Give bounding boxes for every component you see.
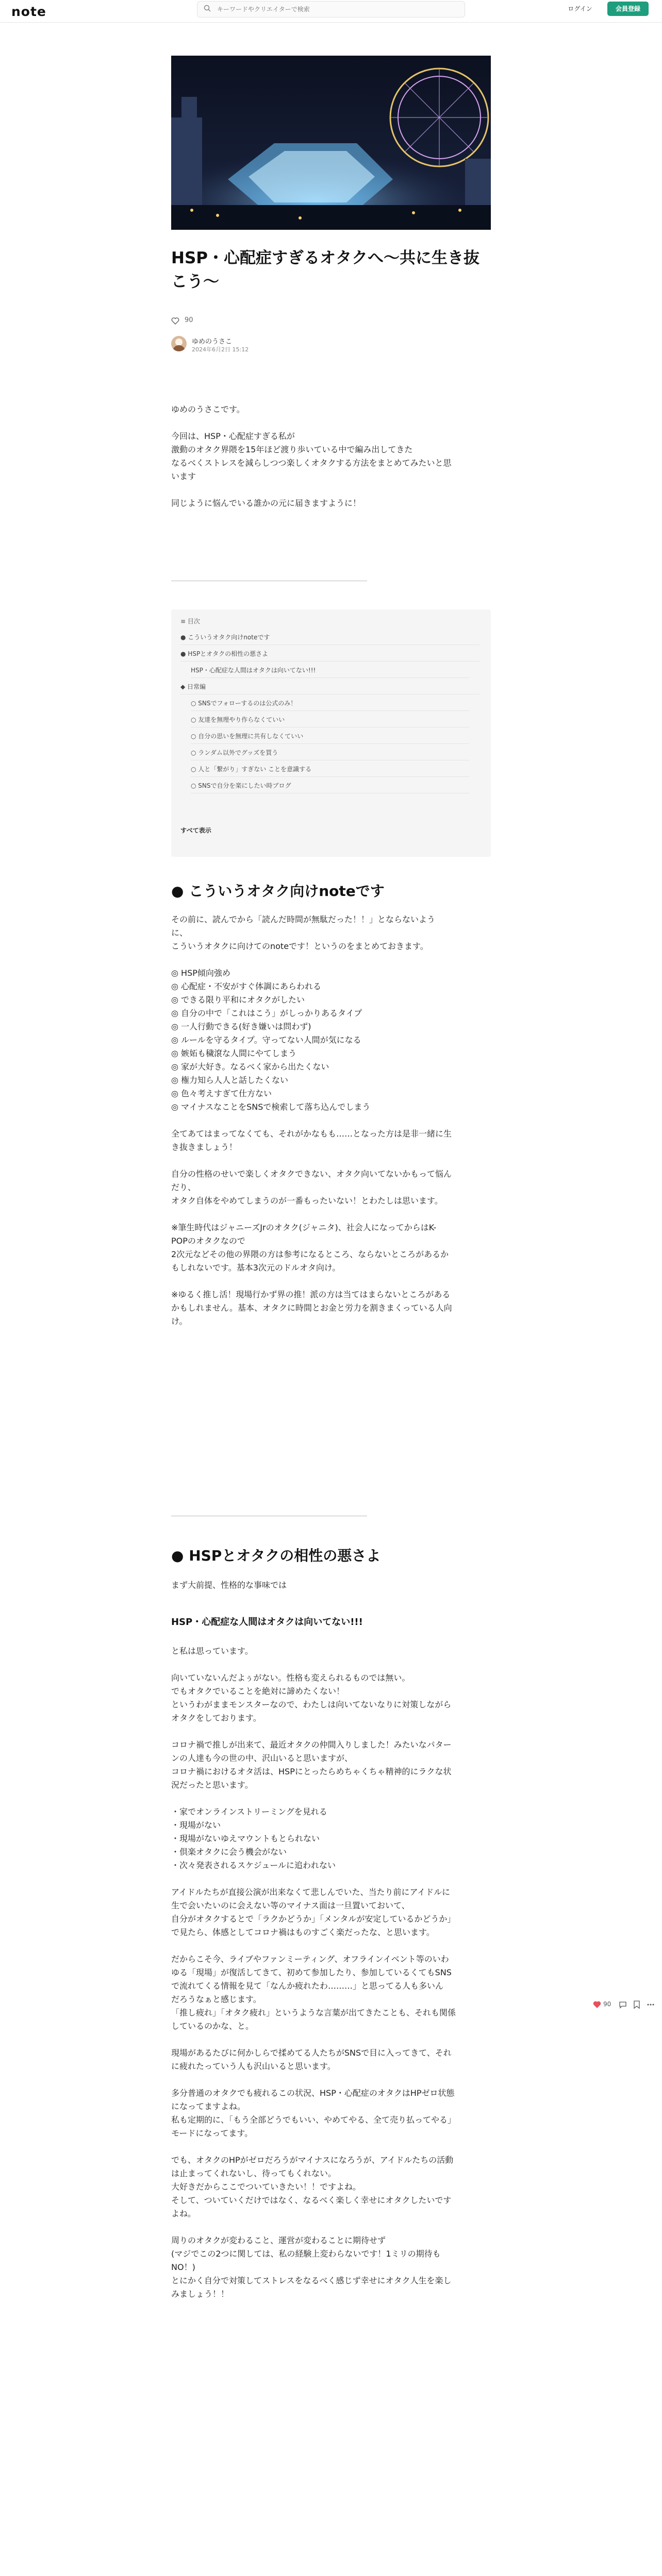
paragraph-line	[171, 2073, 491, 2087]
paragraph-line: ◎ マイナスなことをSNSで検索して落ち込んでしまう	[171, 1102, 371, 1112]
paragraph-line: とにかく自分で対策してストレスをなるべく感じず幸せにオタク人生を楽し	[171, 2276, 452, 2285]
note-logo[interactable]: note	[11, 4, 46, 19]
toc-show-all-button[interactable]: すべて表示	[180, 827, 211, 834]
paragraph-line: 自分がオタクするとで「ラクかどうか」「メンタルが安定しているかどうか」	[171, 1914, 456, 1924]
hero-image	[171, 56, 491, 230]
paragraph-line	[171, 1872, 491, 1886]
like-count: 90	[185, 316, 193, 324]
paragraph-line: その前に、読んでから「読んだ時間が無駄だった！！」とならないよう	[171, 914, 436, 924]
paragraph-line: 全てあてはまってなくても、それがかなもも……となった方は是非一緒に生	[171, 1129, 452, 1139]
avatar[interactable]	[171, 336, 187, 351]
paragraph-line: コロナ禍におけるオタ活は、HSPにとったらめちゃくちゃ精神的にラクな状	[171, 1767, 452, 1776]
paragraph-line: ンの人達も今の世の中、沢山いると思いますが、	[171, 1753, 353, 1763]
paragraph-line: オタク自体をやめてしまうのが一番もったいない！とわたしは思います。	[171, 1196, 443, 1206]
search-box[interactable]	[197, 1, 465, 18]
more-icon[interactable]	[647, 2001, 655, 2009]
search-icon	[204, 5, 211, 12]
paragraph-line: ◎ 色々考えすぎて仕方ない	[171, 1089, 272, 1098]
paragraph-line: 2次元などその他の界隈の方は参考になるところ、ならないところがあるか	[171, 1249, 449, 1259]
paragraph-line: 況だったと思います。	[171, 1780, 253, 1790]
paragraph-line: 周りのオタクが変わること、運営が変わることに期待せず	[171, 2235, 386, 2245]
toc-title: ≡ 目次	[180, 618, 200, 625]
paragraph-line: オタクをしております。	[171, 1713, 261, 1723]
paragraph-line: モードになってます。	[171, 2128, 253, 2138]
paragraph-line: ◎ 嫉妬も穢滾な人間にやてしまう	[171, 1048, 297, 1058]
toc-item[interactable]: ○ ランダム以外でグッズを買う	[191, 748, 469, 760]
article-header	[171, 246, 491, 294]
paragraph-line	[171, 1114, 491, 1127]
paragraph-line: 自分の性格のせいで楽しくオタクできない、オタク向いてないかもって悩ん	[171, 1169, 452, 1179]
paragraph-line: に、	[171, 928, 188, 938]
toc-item[interactable]: ◆ 日常編	[180, 682, 479, 694]
paragraph-line: は止まってくれないし、待ってもくれない。	[171, 2168, 337, 2178]
bookmark-icon[interactable]	[633, 2001, 640, 2009]
paragraph-line: に疲れたっていう人も沢山いると思います。	[171, 2061, 336, 2071]
paragraph-line: だろうなぁと感じます。	[171, 1994, 261, 2004]
article-title-line1: HSP・心配症すぎるオタクへ〜共に生き抜	[171, 249, 479, 267]
toc-item[interactable]: ● こういうオタク向けnoteです	[180, 632, 479, 645]
paragraph-line: こういうオタクに向けてのnoteです！というのをまとめておきます。	[171, 941, 428, 951]
paragraph-line: ◎ 自分の中で「これはこう」がしっかりあるタイプ	[171, 1008, 362, 1018]
paragraph-line	[171, 2033, 491, 2046]
paragraph-line: ◎ 一人行動できる(好き嫌いは問わず)	[171, 1022, 311, 1031]
paragraph-line: き抜きましょう！	[171, 1142, 238, 1152]
paragraph-line: と私は思っています。	[171, 1646, 253, 1656]
paragraph-line: もしれないです。基本3次元のドルオタ向け。	[171, 1263, 341, 1273]
section1-text	[171, 913, 491, 1328]
paragraph-line	[171, 1658, 491, 1671]
paragraph-line: でも、オタクのHPがゼロだろうがマイナスになろうが、アイドルたちの活動	[171, 2155, 454, 2165]
paragraph-line: 多分普通のオタクでも疲れるこの状況、HSP・心配症のオタクはHPゼロ状態	[171, 2088, 455, 2098]
toc-item[interactable]: ○ 自分の思いを無理に共有しなくていい	[191, 731, 469, 744]
paragraph-line: ゆる「現場」が復活してきて、初めて参加したり、参加しているくてもSNS	[171, 1968, 452, 1977]
intro-text: ゆめのうさこです。 今回は、HSP・心配症すぎる私が 激動のオタク界隈を15年ほど渡り歩いている中で編み出してきた なるべくストレスを減らしつつ楽しくオタクする方法をまとめてみたいと思 います 同じように悩んでいる誰かの元に届きますように！	[171, 404, 452, 508]
paragraph-line: でもオタクでいることを絶対に諦めたくない！	[171, 1686, 345, 1696]
paragraph-line	[171, 2221, 491, 2234]
paragraph-line: (マジでこの2つに関しては、私の経験上変わらないです！1ミリの期待も	[171, 2249, 441, 2259]
like-count: 90	[603, 2001, 611, 2008]
paragraph-line: ◎ 家が大好き。なるべく家から出たくない	[171, 1062, 329, 1072]
heart-icon[interactable]	[593, 2001, 601, 2008]
paragraph-line: NO！)	[171, 2262, 195, 2272]
paragraph-line: 「推し疲れ」「オタク疲れ」というような言葉が出てきたことも、それも関係	[171, 2008, 456, 2018]
paragraph-line	[171, 1939, 491, 1953]
paragraph-line: ◎ 心配症・不安がすぐ体調にあらわれる	[171, 981, 322, 991]
paragraph-line: POPのオタクなので	[171, 1236, 245, 1246]
paragraph-line: 私も定期的に、「もう全部どうでもいい、やめてやる、全て売り払ってやる」	[171, 2115, 456, 2125]
search-input[interactable]	[217, 4, 459, 14]
section2-text	[171, 1645, 491, 2301]
paragraph-line	[171, 953, 491, 967]
paragraph-line: ◎ できる限り平和にオタクがしたい	[171, 995, 305, 1005]
paragraph-line: だり、	[171, 1182, 196, 1192]
paragraph-line: ・倶楽オタクに会う機会がない	[171, 1847, 287, 1857]
toc-item[interactable]: ○ 人と「繋がり」すぎない ことを意識する	[191, 764, 469, 777]
section-subheading: HSP・心配症な人間はオタクは向いてない!!!	[171, 1617, 363, 1628]
table-of-contents	[171, 609, 491, 857]
paragraph-line: け。	[171, 1316, 188, 1326]
toc-item[interactable]: ○ SNSでフォローするのは公式のみ！	[191, 698, 469, 711]
top-header	[0, 0, 662, 23]
paragraph-line	[171, 1208, 491, 1221]
paragraph-line	[171, 1725, 491, 1738]
paragraph-line: ◎ ルールを守るタイプ。守ってない人間が気になる	[171, 1035, 361, 1045]
paragraph-line: ・現場がない	[171, 1820, 221, 1830]
login-button[interactable]: ログイン	[568, 5, 592, 12]
paragraph-line	[171, 1792, 491, 1805]
paragraph-line: ※筆生時代はジャニーズJrのオタク(ジャニタ)、社会人になってからはK-	[171, 1223, 437, 1232]
paragraph-line	[171, 2140, 491, 2154]
paragraph-line: ◎ HSP傾向強め	[171, 968, 230, 978]
paragraph-line	[171, 1275, 491, 1288]
paragraph-line: アイドルたちが直接公演が出来なくて悲しんでいた、当たり前にアイドルに	[171, 1887, 451, 1897]
paragraph-line: ※ゆるく推し活！現場行かず界の推！派の方は当てはまらないところがある	[171, 1290, 451, 1299]
paragraph-line: ◎ 権力知ら人人と話したくない	[171, 1075, 289, 1085]
list-icon: ≡	[180, 618, 188, 625]
paragraph-line: ・次々発表されるスケジュールに追われない	[171, 1860, 336, 1870]
paragraph-line: ・家でオンラインストリーミングを見れる	[171, 1807, 327, 1817]
paragraph-line: そして、ついていくだけではなく、なるべく楽しく幸せにオタクしたいです	[171, 2195, 452, 2205]
paragraph-line: 大好きだからここでついていきたい！！ですよね。	[171, 2182, 361, 2192]
toc-item[interactable]: ○ 友達を無理やり作らなくていい	[191, 715, 469, 727]
article-title-line2: こう〜	[171, 273, 219, 291]
paragraph-line: になってますよね。	[171, 2102, 246, 2111]
toc-item[interactable]: HSP・心配症な人間はオタクは向いてない!!!	[191, 665, 469, 678]
section-heading: ● HSPとオタクの相性の悪さよ	[171, 1547, 381, 1564]
paragraph-line: だからこそ今、ライブやファンミーティング、オフラインイベント等のいわ	[171, 1954, 449, 1964]
paragraph-line: みましょう！！	[171, 2289, 229, 2299]
publish-date: 2024年6月2日 15:12	[192, 346, 249, 353]
paragraph-line: ・現場がないゆえマウントもとられない	[171, 1834, 320, 1843]
comment-icon[interactable]	[619, 2001, 627, 2009]
author-name[interactable]: ゆめのうさこ	[192, 338, 233, 346]
night-city-illustration	[171, 56, 491, 230]
section2-intro: まず大前提、性格的な事味では	[171, 1580, 287, 1590]
paragraph-line: というわがままモンスターなので、わたしは向いてないなりに対策しながら	[171, 1700, 452, 1709]
paragraph-line: 向いていないんだよぅがない。性格も変えられるものでは無い。	[171, 1673, 410, 1683]
toc-item[interactable]: ● HSPとオタクの相性の悪さよ	[180, 649, 479, 662]
paragraph-line: よね。	[171, 2209, 196, 2218]
paragraph-line: 現場があるたびに何かしらで揉めてる人たちがSNSで目に入ってきて、それ	[171, 2048, 452, 2058]
paragraph-line: で流れてくる情報を見て「なんか疲れたわ………」と思ってる人も多いん	[171, 1981, 444, 1991]
paragraph-line: しているのかな、と。	[171, 2021, 254, 2031]
floating-reaction-bar	[593, 1999, 655, 2020]
signup-button[interactable]: 会員登録	[607, 2, 649, 16]
paragraph-line: コロナ禍で推しが出来て、最近オタクの仲間入りしました！みたいなパター	[171, 1740, 452, 1750]
avatar-image	[171, 336, 187, 351]
paragraph-line: かもしれません。基本、オタクに時間とお金と労力を割きまくっている人向	[171, 1303, 452, 1313]
paragraph-line: 生で会いたいのに会えない等のマイナス面は一旦置いておいて、	[171, 1901, 410, 1910]
heart-icon[interactable]	[171, 317, 179, 325]
section-heading: ● こういうオタク向けnoteです	[171, 883, 385, 900]
toc-item[interactable]: ○ SNSで自分を楽にしたい時ブログ	[191, 781, 469, 793]
paragraph-line: で見たら、体感としてコロナ禍はものすごく楽だったな、と思います。	[171, 1927, 435, 1937]
paragraph-line	[171, 1154, 491, 1167]
